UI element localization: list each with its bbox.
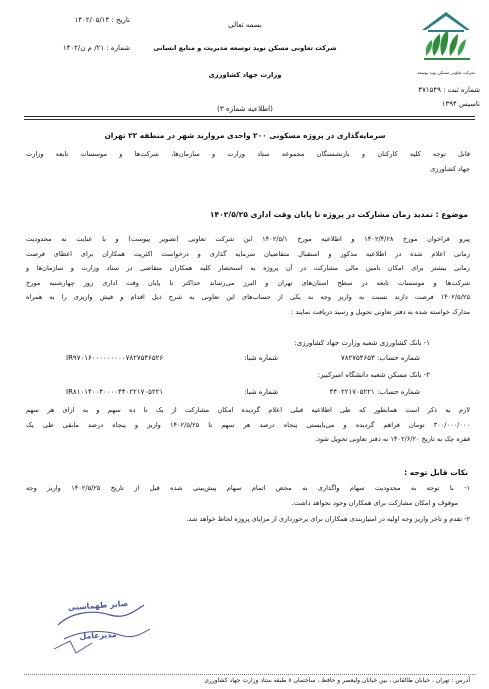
body-line: شرکت‌ها و موسسات تابعه در سطح استان‌های تهران و البرز می‌رساند حداکثر تا پایان وقت اداری روز چهارشنبه مورخ xyxy=(26,278,470,287)
sheba-label: شماره شبا: xyxy=(244,388,278,396)
bank-account-title: ۲- بانک مسکن شعبه دانشگاه امیرکبیر: xyxy=(317,371,430,379)
intro-line: قابل توجه کلیه کارکنان و بازنشستگان مجموعه ستاد وزارت و سازمان‌ها، شرکت‌ها و موسسات تابعه وزارت xyxy=(26,150,470,158)
cooperative-logo xyxy=(408,6,484,82)
letter-date: تاریخ : ۱۴۰۲/۰۵/۱۴ xyxy=(74,16,130,24)
bank-account-number: شماره حساب: ۴۴۰۲۲۱۷۰۵۲۲۱ xyxy=(329,388,420,396)
sheba-label: شماره شبا: xyxy=(244,354,278,362)
bank-account-number: شماره حساب: ۷۸۲۷۵۴۶۵۳ xyxy=(340,354,420,362)
logo-caption: شرکت تعاونی مسکن نوید توسعه xyxy=(417,70,475,75)
ministry-name: وزارت جهاد کشاورزی xyxy=(208,71,282,79)
letter-number: شماره : ۲۱/ م ن/۱۴۰۲ xyxy=(62,44,130,52)
organization-name: شرکت تعاونی مسکن نوید توسعه مدیریت و منابع انسانی xyxy=(153,44,337,52)
header-divider-bottom xyxy=(24,119,475,120)
intro-paragraph xyxy=(26,147,470,176)
note-item: ۱- با توجه به محدودیت سهام واگذاری به محض اتمام سهام پیش‌بینی شده قبل از تاریخ ۱۴۰۲/۵/۲۵ واریز وجه xyxy=(26,484,470,492)
founded-year: تاسیس ۱۳۹۴ xyxy=(441,100,480,108)
sheba-number: IR۸۱۰۱۴۰۰۴۰۰۰۰۴۴۰۲۲۱۷۰۵۲۲۱ xyxy=(66,388,164,396)
signature-seal xyxy=(40,595,160,661)
sheba-number: IR۹۷۰۱۶۰۰۰۰۰۰۰۰۰۷۸۲۷۵۴۶۵۲۶ xyxy=(66,354,164,362)
shares-paragraph xyxy=(26,403,470,447)
body-line: پیرو فراخوان مورخ ۱۴۰۲/۴/۲۸ و اطلاعیه مورخ ۱۴۰۲/۵/۱ این شرکت تعاونی (تصویر پیوست) و با عنایت به محدودیت xyxy=(26,235,471,243)
footer-divider xyxy=(24,674,475,675)
registration-number: شماره ثبت : ۴۷۱۵۴۹ xyxy=(418,86,480,94)
bank-account-title: ۱- بانک کشاورزی شعبه وزارت جهاد کشاورزی: xyxy=(294,339,430,347)
basmala: بسمه تعالی xyxy=(228,21,262,29)
notes-heading: نکات قابل توجه : xyxy=(404,468,468,477)
body-line: ۱۴۰۲/۵/۲۵ فرصت دارند نسبت به واریز وجه به یکی از حساب‌های این تعاونی به شرح ذیل اقدام و فیش واریزی را به همراه xyxy=(26,293,470,302)
body-line: زمانی بیشتر برای امکان تامین مالی مشارکت در آن پروژه به استحضار کلیه همکاران متقاضی در ستاد وزارت و سازمان‌ها و xyxy=(26,264,470,273)
body-line: مدارک خواسته شده به دفتر تعاونی تحویل و رسید دریافت نمایند : xyxy=(291,307,470,316)
shares-line: فقره چک به تاریخ ۱۴۰۲/۶/۲۰ به دفتر تعاونی تحویل شود. xyxy=(314,435,470,444)
document-title: سرمایه‌گذاری در پروژه مسکونی ۲۰۰ واحدی مروارید شهر در منطقه ۲۲ تهران xyxy=(104,131,386,140)
signatory-name: صابر طهماسبی xyxy=(67,598,129,613)
shares-line: ۳۰۰/۰۰۰/۰۰۰ تومان فراهم گردیده و می‌بایستی پنجاه درصد هر سهم تا ۱۴۰۲/۵/۲۵ واریز و پنجاه درصد مابقی طی یک xyxy=(26,420,471,429)
body-paragraph xyxy=(26,232,470,320)
body-line: زمانی اعلام شده در اطلاعیه مذکور و استقبال متقاضیان سرمایه گذاری و درخواست اکثریت همکاران برای اعطای فرصت xyxy=(26,249,470,258)
signatory-role: مدیرعامل xyxy=(79,630,117,641)
announcement-number: (اطلاعیه شماره ۳) xyxy=(217,104,273,113)
note-item-continuation: موقوف و امکان مشارکت برای همکاران وجود نخواهد داشت. xyxy=(291,498,458,507)
header-divider-top xyxy=(24,116,475,117)
shares-line: لازم به ذکر است همانطور که طی اطلاعیه قبلی اعلام گردیده امکان مشارکت از یک تا ده سهم و به ازای هر سهم xyxy=(26,406,470,414)
subject-line: موضوع : تمدید زمان مشارکت در پروژه تا پایان وقت اداری ۱۴۰۲/۵/۲۵ xyxy=(209,210,468,219)
note-item: ۲- تقدم و تاخر واریز وجه اولیه در امتیازبندی همکاران برای برخورداری از مزایای پروژه لحاظ خواهد شد. xyxy=(186,515,470,524)
intro-line: جهاد کشاورزی xyxy=(430,164,470,173)
notes-list xyxy=(26,481,470,527)
footer-address: آدرس : تهران ، خیابان طالقانی ، بین خیابان ولیعصر و حافظ ، ساختمان ۸ طبقه ستاد وزارت جهاد کشاورزی xyxy=(204,677,470,684)
